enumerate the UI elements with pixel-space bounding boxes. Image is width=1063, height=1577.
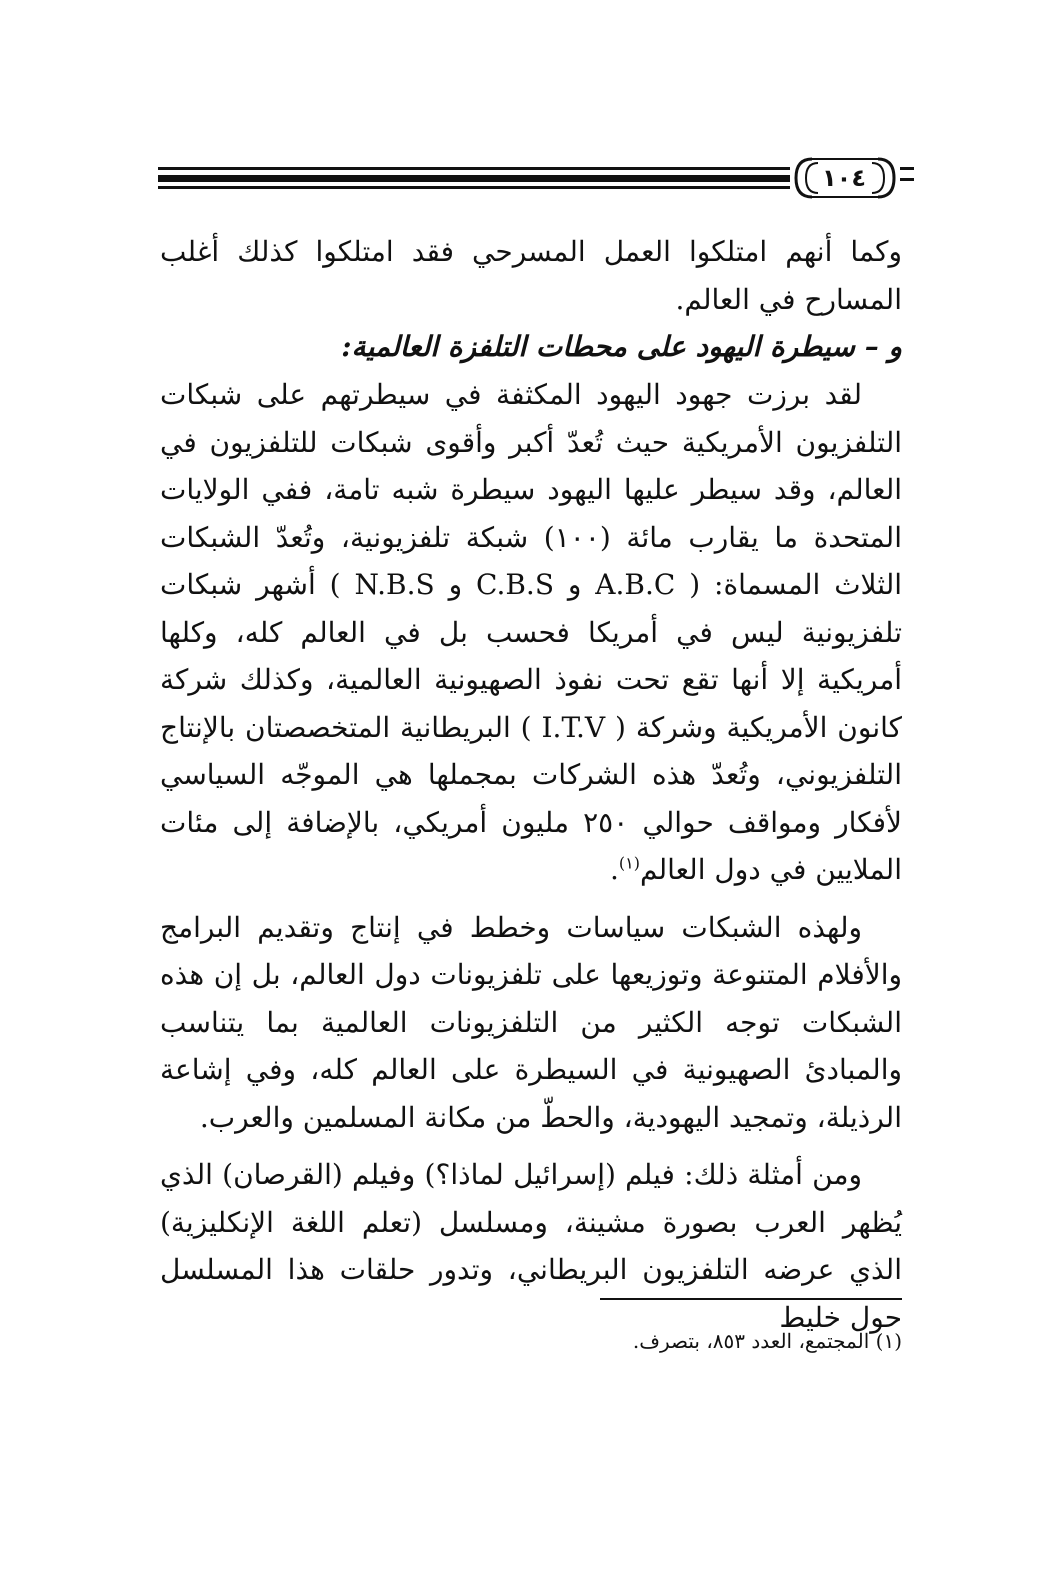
page-number: ١٠٤: [822, 164, 866, 192]
header-rule-line: [158, 175, 790, 182]
paragraph-text: لقد برزت جهود اليهود المكثفة في سيطرتهم على شبكات التلفزيون الأمريكية حيث تُعدّ أكبر وأقوى شبكات للتلفزيون في العالم، وقد سيطر عليها اليهود سيطرة شبه تامة، ففي الولايات المتحدة ما يقارب مائة (١٠٠) شبكة تلفزيونية، وتُعدّ الشبكات الثلاث المسماة: ( A.B.C و C.B.S و N.B.S ) أشهر شبكات تلفزيونية ليس في أمريكا فحسب بل في العالم كله، وكلها أمريكية إلا أنها تقع تحت نفوذ الصهيونية العالمية، وكذلك شركة كانون الأمريكية وشركة ( I.T.V ) البريطانية المتخصصتان بالإنتاج التلفزيوني، وتُعدّ هذه الشركات بمجملها هي الموجّه السياسي لأفكار ومواقف حوالي ٢٥٠ مليون أمريكي، بالإضافة إلى مئات الملايين في دول العالم: [160, 378, 903, 886]
section-heading: و – سيطرة اليهود على محطات التلفزة العالمية:: [341, 330, 902, 363]
intro-paragraph: وكما أنهم امتلكوا العمل المسرحي فقد امتلكوا كذلك أغلب المسارح في العالم.: [160, 235, 902, 316]
page-number-badge: [790, 155, 900, 201]
paragraph: [160, 371, 902, 894]
header-rule-line: [158, 186, 790, 189]
main-text: [160, 228, 902, 1341]
paragraph-end: .: [609, 853, 619, 886]
footnote-divider: [600, 1298, 902, 1300]
paragraph: ولهذه الشبكات سياسات وخطط في إنتاج وتقديم البرامج والأفلام المتنوعة وتوزيعها على تلفزيونات دول العالم، بل إن هذه الشبكات توجه الكثير من التلفزيونات العالمية بما يتناسب والمبادئ الصهيونية في السيطرة على العالم كله، وفي إشاعة الرذيلة، وتمجيد اليهودية، والحطّ من مكانة المسلمين والعرب.: [160, 910, 902, 1134]
footnote: (١) المجتمع، العدد ٨٥٣، بتصرف.: [632, 1329, 902, 1353]
header-rule: [158, 167, 790, 189]
footnote-reference: (١): [618, 853, 640, 873]
paragraph: ومن أمثلة ذلك: فيلم (إسرائيل لماذا؟) وفيلم (القرصان) الذي يُظهر العرب بصورة مشينة، ومسلسل (تعلم اللغة الإنكليزية) الذي عرضه التلفزيون البريطاني، وتدور حلقات هذا المسلسل حول خليط: [160, 1158, 902, 1334]
header-rule-line: [158, 167, 790, 170]
header-rule-tail: [900, 167, 914, 170]
header-rule-tail: [900, 178, 914, 181]
